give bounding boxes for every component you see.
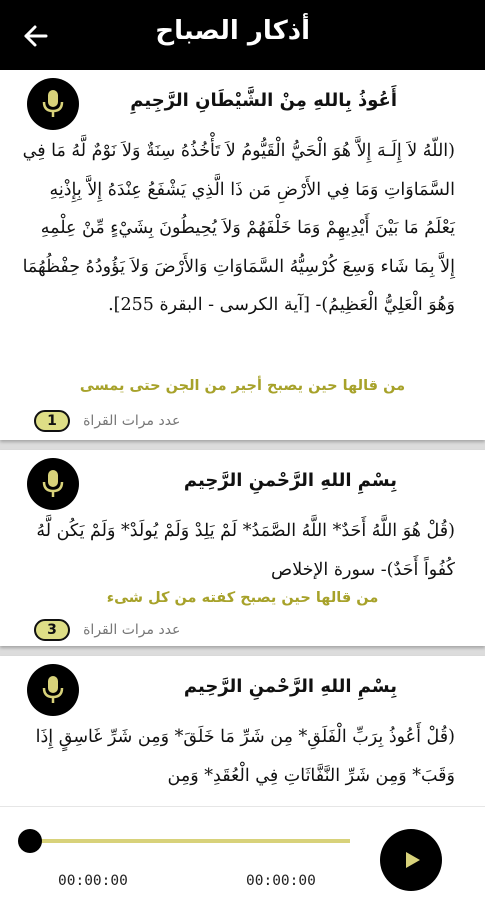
dhikr-text: (قُلْ أَعُوذُ بِرَبِّ الْفَلَقِ* مِن شَرِّ مَا خَلَقَ* وَمِن شَرِّ غَاسِقٍ إِذَا وَقَبَ* وَمِن شَرِّ النَّفَّاثَاتِ فِي الْعُقَدِ* وَمِن [35,727,455,786]
dhikr-text: (اللّهُ لاَ إِلَـهَ إِلاَّ هُوَ الْحَيُّ الْقَيُّومُ لاَ تَأْخُذُهُ سِنَةٌ وَلاَ نَوْمٌ لَّهُ مَا فِي السَّمَاوَاتِ وَمَا فِي الأَرْضِ مَن ذَا الَّذِي يَشْفَعُ عِنْدَهُ إِلاَّ بِإِذْنِهِ يَعْلَمُ مَا بَيْنَ أَيْدِيهِمْ وَمَا خَلْفَهُمْ وَلاَ يُحِيطُونَ بِشَيْءٍ مِّنْ عِلْمِهِ إِلاَّ بِمَا شَاء وَسِعَ كُرْسِيُّهُ السَّمَاوَاتِ وَالأَرْضَ وَلاَ يَؤُودُهُ حِفْظُهُمَا وَهُوَ الْعَلِيُّ الْعَظِيمُ)- [آية الكرسى - البقرة 255]. [22,141,455,315]
dhikr-card [0,450,485,646]
play-audio-button[interactable] [27,78,79,130]
count-badge[interactable]: 1 [34,410,70,432]
dhikr-text: (قُلْ هُوَ اللَّهُ أَحَدٌ* اللَّهُ الصَّمَدُ* لَمْ يَلِدْ وَلَمْ يُولَدْ* وَلَمْ يَكُن لَّهُ كُفُواً أَحَدٌ)- سورة الإخلاص [36,521,455,580]
play-audio-button[interactable] [27,664,79,716]
count-label: عدد مرات القراة [83,622,181,638]
dhikr-card [0,70,485,440]
play-icon [405,851,421,869]
back-button[interactable] [22,22,50,50]
audio-player [0,806,485,901]
dhikr-card [0,656,485,806]
current-time: 00:00:00 [58,873,128,889]
progress-handle[interactable] [18,829,42,853]
count-badge[interactable]: 3 [34,619,70,641]
arrow-left-icon [22,22,50,50]
microphone-icon [40,469,66,499]
app-header [0,0,485,70]
play-audio-button[interactable] [27,458,79,510]
dhikr-heading: بِسْمِ اللهِ الرَّحْمنِ الرَّحِيم [183,470,397,491]
dhikr-virtue: من قالها حين يصبح كفته من كل شىء [106,590,379,606]
play-button[interactable] [380,829,442,891]
count-label: عدد مرات القراة [83,413,181,429]
microphone-icon [40,675,66,705]
repeat-count [34,619,180,643]
repeat-count [34,410,180,434]
dhikr-heading: بِسْمِ اللهِ الرَّحْمنِ الرَّحِيم [183,676,397,697]
dhikr-heading: أَعُوذُ بِاللهِ مِنْ الشَّيْطَانِ الرَّجِيمِ [130,90,397,111]
progress-track[interactable] [30,839,350,843]
total-time: 00:00:00 [246,873,316,889]
dhikr-virtue: من قالها حين يصبح أجير من الجن حتى يمسى [79,378,406,394]
dhikr-list[interactable] [0,70,485,806]
microphone-icon [40,89,66,119]
page-title: أذكار الصباح [155,16,310,46]
